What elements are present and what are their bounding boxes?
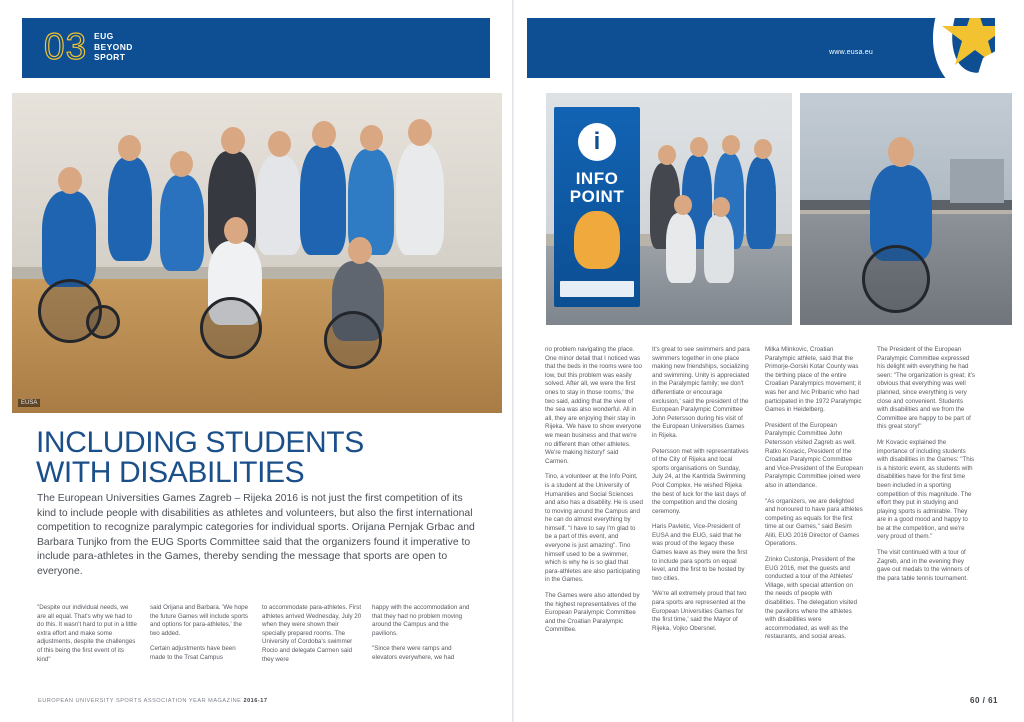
paragraph: Mr Kovacic explained the importance of including students with disabilities in the Games: "This is a historic event, as students with disabilities have for the first time been included in a sporting competition of this magnitude. The effort they put in studying and playing sports is admirable. They are in a good mood and happy to be at the competition, and we're very proud of them." — [877, 438, 975, 541]
photo-credit-tag: EUSA — [18, 399, 40, 407]
paragraph: "Since there were ramps and elevators everywhere, we had — [372, 645, 455, 661]
page-numbers: 60 / 61 — [970, 696, 998, 705]
photo-person-head — [268, 131, 291, 157]
photo-person-head — [58, 167, 82, 194]
mascot-illustration — [574, 211, 620, 269]
chapter-label-line-3: SPORT — [94, 52, 126, 62]
photo-person-head — [690, 137, 708, 157]
paragraph: Petersson met with representatives of the City of Rijeka and local sports organisations on Sunday, July 24, at the Kantrida Swimming Pool Complex. He wished Rijeka the best of luck for the last days of the competition and the closing ceremony. — [652, 447, 749, 515]
article-lead-paragraph: The European Universities Games Zagreb – Rijeka 2016 is not just the first competition of its kind to include people with disabilities as athletes and volunteers, but also the first international competition to recognize paralympic categories for individual sports. Orijana Pernjak Grbac and Barbara Tunjko from the EUG Sports Committee said that the organizers found it imperative to include para-athletes in the Games, thereby sending the message that sports are open to everyone. — [37, 493, 475, 577]
photo-person — [42, 191, 96, 287]
photo-person — [704, 215, 734, 283]
paragraph: Milka Mlinkovic, Croatian Paralympic athlete, said that the Primorje-Gorski Kotar County was the birthing place of the entire Croatian Paralympics movement; it was her and Ivic Pribanic who had participated in the 1972 Paralympic Games in Heidelberg. — [765, 346, 862, 414]
photo-wheelchair-wheel — [324, 311, 382, 369]
photo-wheelchair-wheel — [862, 245, 930, 313]
page-title — [36, 428, 496, 488]
photo-person-head — [224, 217, 248, 244]
banner-logo-strip — [560, 281, 634, 297]
photo-person-head — [360, 125, 383, 151]
info-icon: i — [578, 123, 616, 161]
group-photo-para-athletes — [12, 93, 502, 413]
paragraph: Certain adjustments have been made to the Trsat Campus — [150, 645, 236, 661]
chapter-label — [94, 31, 133, 63]
paragraph: "As organizers, we are delighted and honoured to have para athletes competing as equals for the first time at our Games," said Besim Aliti, EUG 2016 Director of Games Operations. — [765, 497, 863, 548]
paragraph: happy with the accommodation and that they had no problem moving around the Campus and the pavilions. — [372, 604, 470, 637]
paragraph: to accommodate para-athletes. First athletes arrived Wednesday, July 20 when they were shown their specially prepared rooms. The University of Cordoba's swimmer Rocio and delegate Carmen said they were — [262, 604, 362, 663]
paragraph: The Games were also attended by the highest representatives of the European Paralympic Committee and the Croatian Paralympic Committee. — [545, 592, 640, 634]
paragraph: 'We're all extremely proud that two para sports are represented at the European Universities Games for the first time,' said the Mayor of Rijeka, Vojko Obersnel. — [652, 590, 747, 632]
right-text-column-1 — [545, 346, 643, 642]
paragraph: Tino, a volunteer at the Info Point, is a student at the University of Humanities and Social Sciences and also has a disability. He is used to moving around the Campus and he can do almost everything by himself. "I have to say I'm glad to be a part of this event, and everyone is just amazing". Tino himself used to be a swimmer, which is why he is so glad that para-athletes are also participating in the Games. — [545, 473, 643, 584]
eusa-logo — [871, 18, 995, 78]
paragraph: no problem navigating the place. One minor detail that I noticed was that the beds in the rooms were too low, but this problem was easily solved. After all, we were the first ones to stay in those rooms,' the two said, adding that the view of the sea was also wonderful. All in all, they are enjoying their stay in Rijeka. 'We have to show everyone we mean business and that we're no different than other athletes. We're making history!' said Carmen. — [545, 346, 642, 465]
footer-year: 2016-17 — [243, 698, 268, 704]
chapter-label-line-1: EUG — [94, 31, 114, 41]
photo-person-head — [408, 119, 432, 146]
photo-person-head — [712, 197, 730, 217]
photo-wheelchair-wheel — [86, 305, 120, 339]
photo-person — [108, 157, 152, 261]
banner-text-info: INFO — [575, 169, 619, 188]
right-text-column-3 — [765, 346, 863, 649]
paragraph: Haris Pavletic, Vice-President of EUSA and the EUG, said that he was proud of the legacy these Games leave as they were the first to include para sports on equal level, and the first to be hosted by two cities. — [652, 523, 748, 582]
page-gutter-divider — [512, 0, 514, 722]
footer-publication-name: EUROPEAN UNIVERSITY SPORTS ASSOCIATION YEAR MAGAZINE — [38, 698, 242, 704]
left-text-column-4 — [372, 604, 472, 670]
right-text-column-4 — [877, 346, 975, 590]
paragraph: said Orijana and Barbara. 'We hope the future Games will include sports and options for para-athletes,' the two added. — [150, 604, 249, 637]
left-text-column-2 — [150, 604, 250, 670]
paragraph: Zrinko Custonja, President of the EUG 2016, met the guests and conducted a tour of the Athletes' Village, with special attention on the needs of people with disabilities. The delegation visited the pavilions where the athletes with disabilities were accommodated, as well as the restaurants, and social areas. — [765, 556, 858, 641]
photo-person — [300, 145, 346, 255]
photo-person-head — [722, 135, 740, 155]
right-text-column-2 — [652, 346, 750, 640]
left-text-column-1 — [37, 604, 137, 671]
photo-person-head — [118, 135, 141, 161]
photo-person — [256, 155, 302, 255]
paragraph: The President of the European Paralympic Committee expressed his delight with everything he had seen: "The organization is great; it's obvious that everything was well planned, since everything is very close and convenient. Students with disabilities and we from the Committee are happy to be part of this great story!" — [877, 346, 975, 431]
info-point-banner — [554, 107, 640, 307]
info-point-photo — [546, 93, 792, 325]
left-text-column-3 — [262, 604, 362, 671]
headline-line-1: INCLUDING STUDENTS — [36, 426, 364, 459]
right-page-header-bar — [527, 18, 995, 78]
photo-person — [396, 143, 444, 255]
athlete-outdoor-photo — [800, 93, 1012, 325]
photo-person-head — [754, 139, 772, 159]
paragraph: It's great to see swimmers and para swimmers together in one place making new friendships, socializing and swimming. Unity is appreciated in the Paralympic family; we don't differentiate or encourage exclusion,' said the president of the European Paralympic Committee John Petersson during his visit of the European Universities Games in Rijeka. — [652, 346, 750, 439]
photo-person-head — [170, 151, 193, 177]
headline-line-2: WITH DISABILITIES — [36, 456, 305, 489]
website-url[interactable]: www.eusa.eu — [829, 49, 873, 56]
photo-person — [746, 157, 776, 249]
photo-person — [160, 175, 204, 271]
footer-publication-line — [38, 698, 267, 704]
photo-person — [666, 213, 696, 283]
photo-person-head — [658, 145, 676, 165]
photo-wheelchair-wheel — [200, 297, 262, 359]
paragraph: President of the European Paralympic Committee John Petersson visited Zagreb as well. Ratko Kovacic, President of the Croatian Paralympic Committee and Vice-President of the European Paralympic Committee joined were also in attendance. — [765, 421, 863, 489]
photo-person-head — [221, 127, 245, 154]
photo-person-head — [888, 137, 914, 167]
photo-bicycle-rack — [950, 159, 1004, 203]
chapter-number: 03 — [44, 26, 88, 67]
banner-text-point: POINT — [569, 187, 625, 206]
left-page-header-bar — [22, 18, 490, 78]
photo-person-head — [674, 195, 692, 215]
paragraph: "Despite our individual needs, we are all equal. That's why we had to do this. It wasn't hard to put in a little extra effort and make some adjustments, despite the challenges of this being the first event of its kind" — [37, 604, 137, 663]
photo-person-head — [312, 121, 336, 148]
photo-person-head — [348, 237, 372, 264]
paragraph: The visit continued with a tour of Zagreb, and in the evening they gave out medals to the winners of the para table tennis tournament. — [877, 549, 970, 582]
chapter-label-line-2: BEYOND — [94, 41, 133, 52]
